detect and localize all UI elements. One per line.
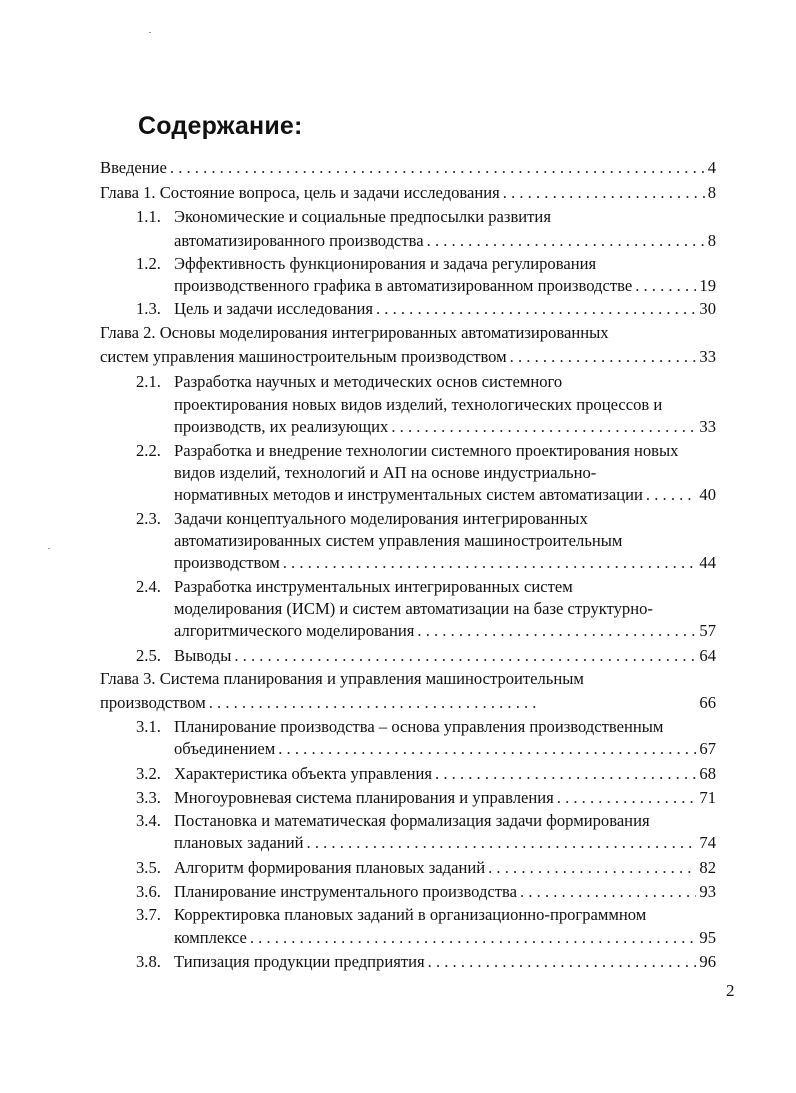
dot-leader <box>488 857 696 879</box>
dot-leader <box>435 763 696 785</box>
toc-entry-2-2[interactable]: 2.2. Разработка и внедрение технологии системного проектирования новых <box>136 441 679 460</box>
toc-entry-1-2-cont[interactable]: производственного графика в автоматизированном производстве . . . 19 <box>136 275 716 297</box>
dot-leader <box>250 927 697 949</box>
toc-entry-intro[interactable]: Введение . . . 4 <box>100 157 716 179</box>
dot-leader <box>283 552 697 574</box>
dot-leader <box>391 416 696 438</box>
dot-leader <box>427 230 705 252</box>
toc-entry-1-2[interactable]: 1.2. Эффективность функционирования и задача регулирования <box>136 254 597 273</box>
dot-leader <box>428 951 697 973</box>
toc-entry-3-6[interactable]: 3.6. Планирование инструментального производства . . . 93 <box>136 881 716 903</box>
toc-entry-3-1-cont[interactable]: объединением . . . 67 <box>136 738 716 760</box>
toc-entry-3-4-cont[interactable]: плановых заданий . . . 74 <box>136 832 716 854</box>
toc-entry-3-4[interactable]: 3.4. Постановка и математическая формализация задачи формирования <box>136 811 650 830</box>
dot-leader <box>234 645 696 667</box>
dot-leader <box>307 832 697 854</box>
dot-leader <box>278 738 696 760</box>
dot-leader <box>635 275 696 297</box>
toc-entry-chapter-1[interactable]: Глава 1. Состояние вопроса, цель и задачи исследования . . . 8 <box>100 182 716 204</box>
toc-entry-3-7-cont[interactable]: комплексе . . . 95 <box>136 927 716 949</box>
toc-entry-2-4[interactable]: 2.4. Разработка инструментальных интегрированных систем <box>136 577 573 596</box>
dot-leader <box>520 881 696 903</box>
dot-leader <box>503 182 705 204</box>
toc-entry-3-7[interactable]: 3.7. Корректировка плановых заданий в организационно-программном <box>136 905 647 924</box>
toc-entry-3-8[interactable]: 3.8. Типизация продукции предприятия . . . 96 <box>136 951 716 973</box>
toc-entry-3-2[interactable]: 3.2. Характеристика объекта управления . . . 68 <box>136 763 716 785</box>
toc-entry-2-1-cont2[interactable]: производств, их реализующих . . . 33 <box>136 416 716 438</box>
toc-entry-2-3-cont[interactable]: автоматизированных систем управления машиностроительным <box>174 531 623 550</box>
dot-leader <box>557 787 697 809</box>
toc-entry-2-1[interactable]: 2.1. Разработка научных и методических основ системного <box>136 372 563 391</box>
toc-entry-2-5[interactable]: 2.5. Выводы . . . 64 <box>136 645 716 667</box>
dot-leader <box>646 484 696 506</box>
toc-entry-1-1-cont[interactable]: автоматизированного производства . . . 8 <box>136 230 716 252</box>
toc-entry-2-2-cont[interactable]: видов изделий, технологий и АП на основе индустриально- <box>174 463 597 482</box>
toc-entry-3-5[interactable]: 3.5. Алгоритм формирования плановых заданий . . . 82 <box>136 857 716 879</box>
dot-leader <box>209 692 539 714</box>
toc-entry-2-2-cont2[interactable]: нормативных методов и инструментальных систем автоматизации . . . 40 <box>136 484 716 506</box>
toc-entry-1-1[interactable]: 1.1. Экономические и социальные предпосылки развития <box>136 207 551 226</box>
toc-entry-2-4-cont[interactable]: моделирования (ИСМ) и систем автоматизации на базе структурно- <box>174 599 653 618</box>
toc-entry-chapter-3[interactable]: Глава 3. Система планирования и управления машиностроительным <box>100 669 584 688</box>
toc-entry-chapter-3-cont[interactable]: производством . . . 66 <box>100 692 716 714</box>
dot-leader <box>417 620 696 642</box>
toc-entry-2-3[interactable]: 2.3. Задачи концептуального моделирования интегрированных <box>136 509 588 528</box>
page-title: Содержание: <box>138 112 303 140</box>
dot-leader <box>170 157 705 179</box>
toc-entry-chapter-2-cont[interactable]: систем управления машиностроительным производством . . . 33 <box>100 346 716 368</box>
dot-leader <box>376 298 696 320</box>
dot-leader <box>510 346 697 368</box>
toc-entry-3-3[interactable]: 3.3. Многоуровневая система планирования и управления . . . 71 <box>136 787 716 809</box>
toc-entry-1-3[interactable]: 1.3. Цель и задачи исследования . . . 30 <box>136 298 716 320</box>
scan-speck <box>48 548 50 549</box>
toc-entry-2-3-cont2[interactable]: производством . . . 44 <box>136 552 716 574</box>
toc-entry-3-1[interactable]: 3.1. Планирование производства – основа управления производственным <box>136 717 664 736</box>
toc-entry-2-1-cont[interactable]: проектирования новых видов изделий, технологических процессов и <box>174 395 663 414</box>
toc-entry-chapter-2[interactable]: Глава 2. Основы моделирования интегрированных автоматизированных <box>100 323 609 342</box>
page-number: 2 <box>726 981 735 1000</box>
scan-speck <box>149 32 151 33</box>
toc-entry-2-4-cont2[interactable]: алгоритмического моделирования . . . 57 <box>136 620 716 642</box>
